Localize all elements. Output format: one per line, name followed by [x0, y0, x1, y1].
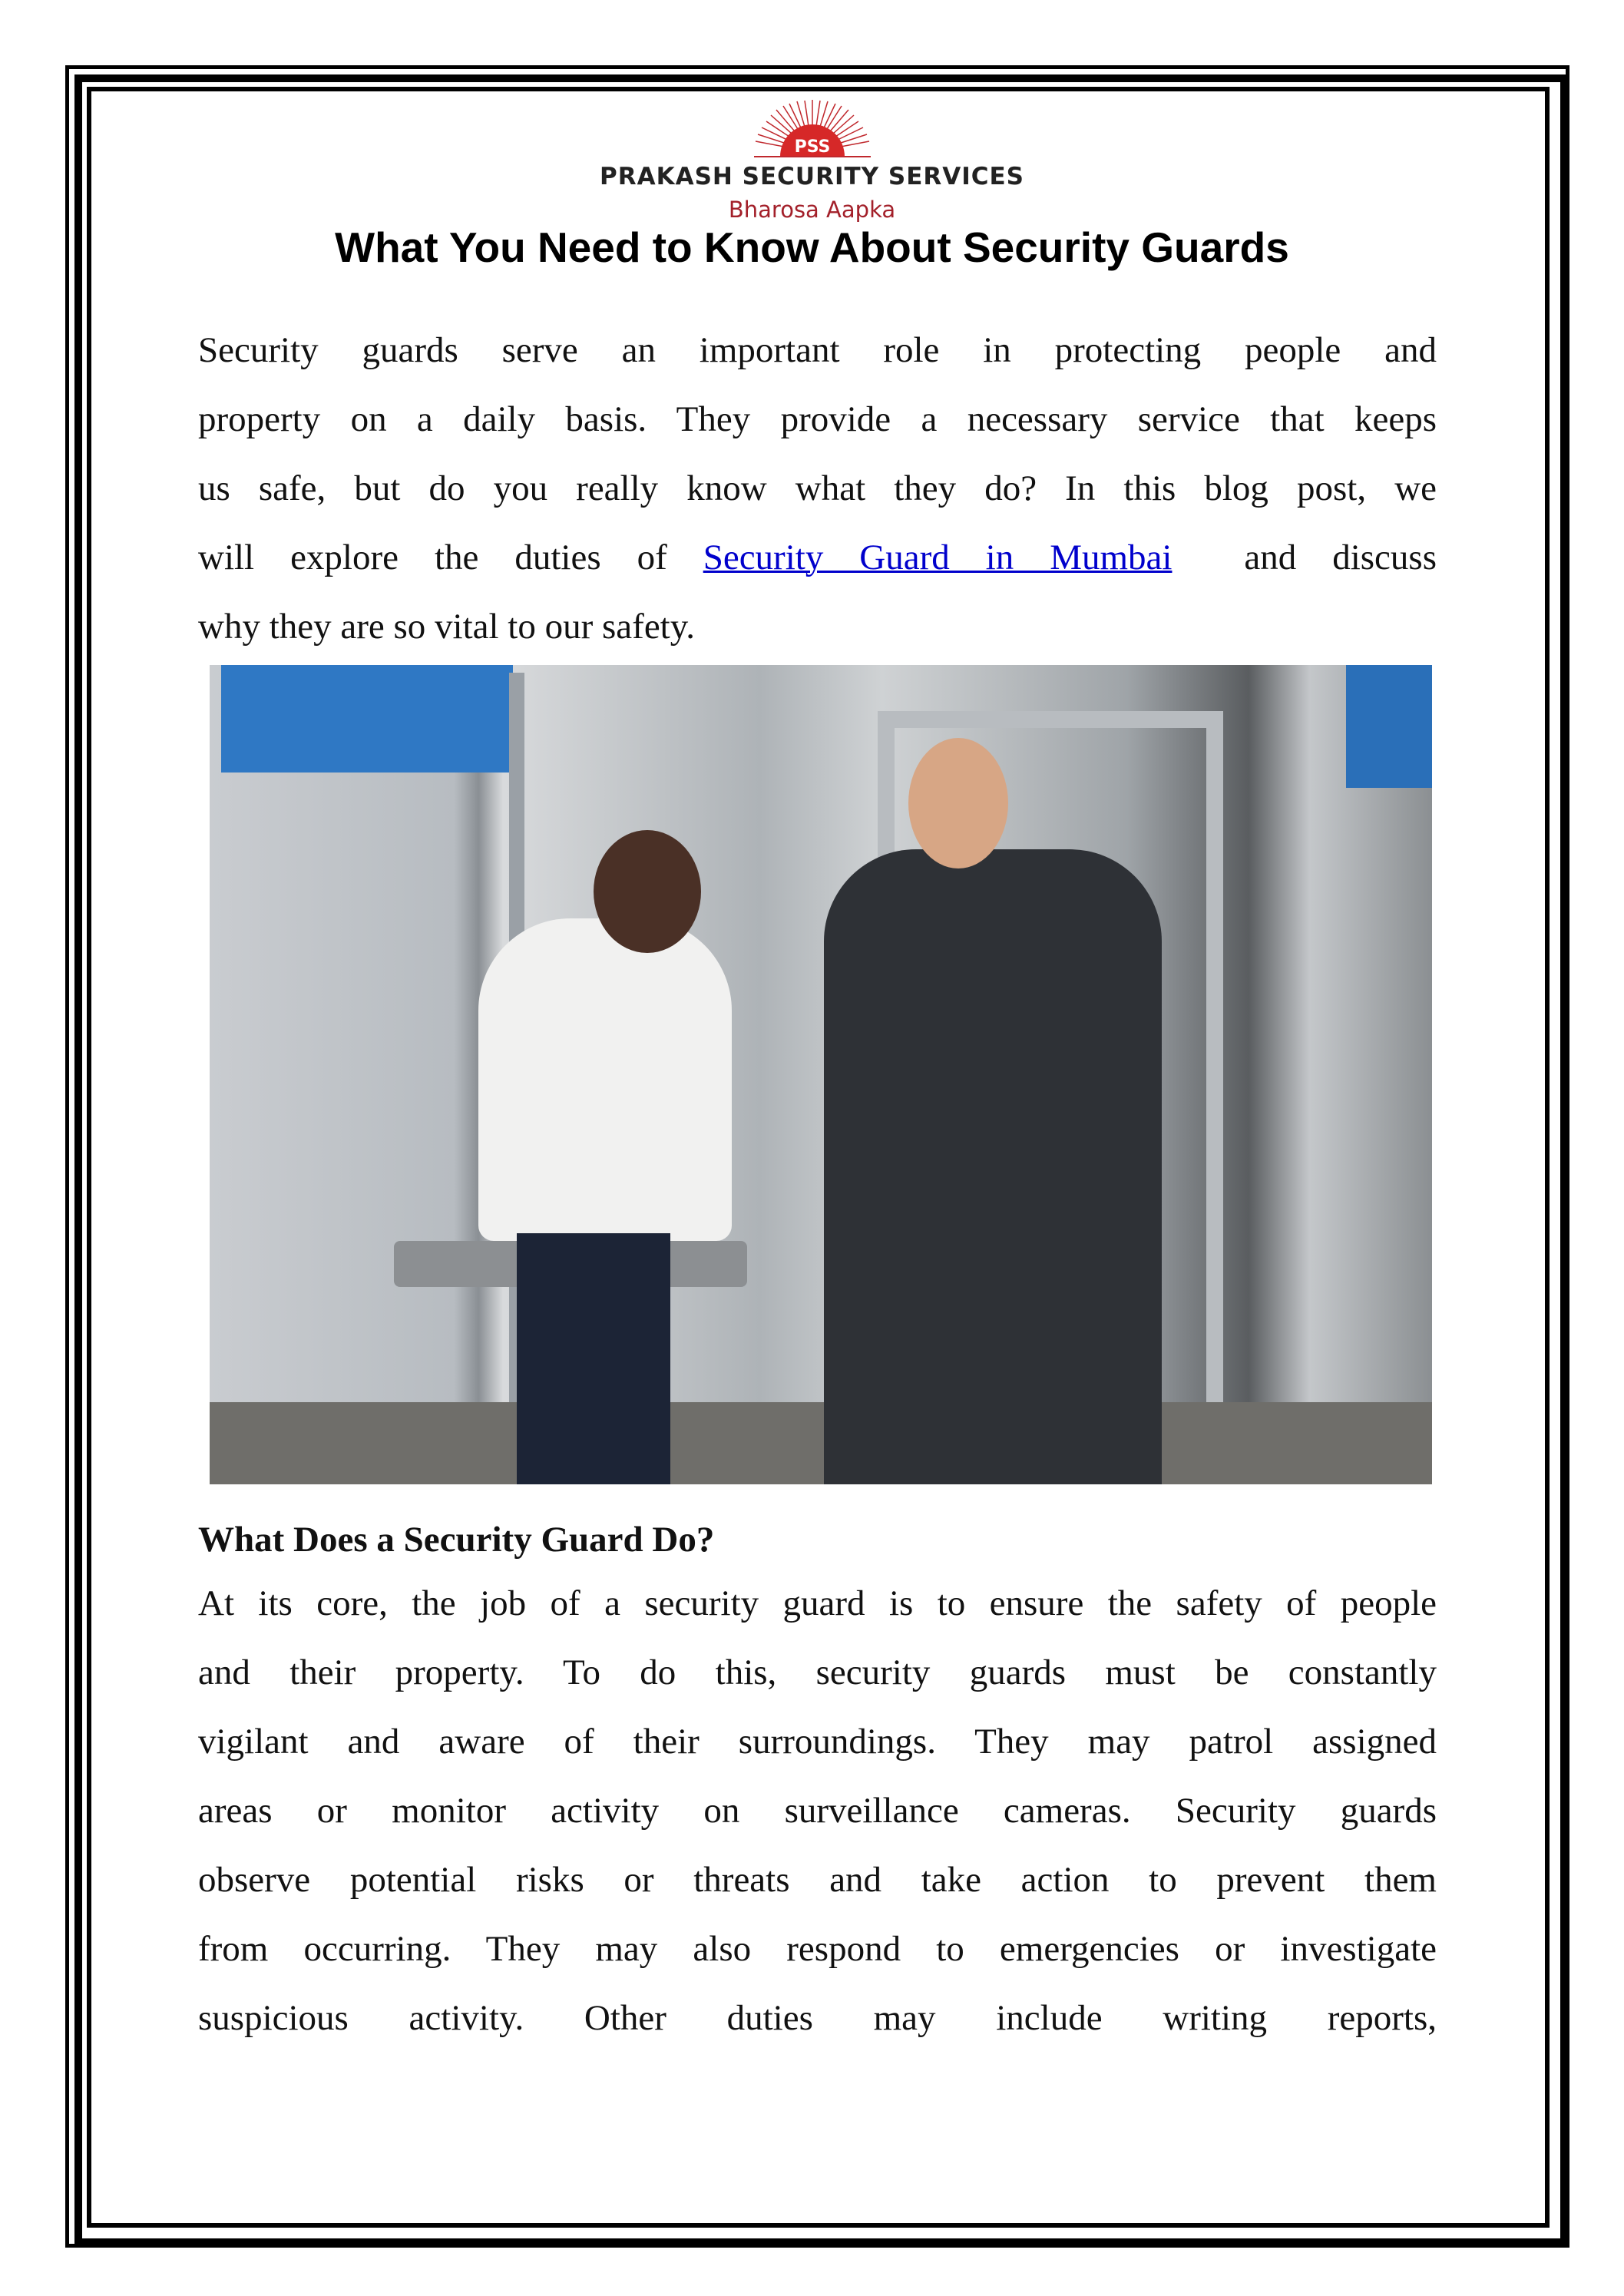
page-title: What You Need to Know About Security Guards [335, 223, 1289, 271]
section-line: vigilant and aware of their surroundings. They may patrol assigned [198, 1722, 1437, 1762]
company-name: PRAKASH SECURITY SERVICES [599, 163, 1025, 190]
guard-shirt [478, 918, 732, 1241]
airport-sign [221, 665, 513, 773]
intro-line: Security guards serve an important role in protecting people and [198, 330, 1437, 370]
airport-sign [1346, 665, 1432, 788]
svg-text:PSS: PSS [794, 137, 831, 157]
section-line: suspicious activity. Other duties may include writing reports, [198, 1998, 1437, 2038]
section-line: observe potential risks or threats and take action to prevent them [198, 1860, 1437, 1900]
section-paragraph [198, 1569, 1437, 2053]
section-line: and their property. To do this, security guards must be constantly [198, 1653, 1437, 1692]
guard-head [594, 830, 701, 953]
pss-logo-emblem [751, 98, 874, 158]
intro-line: why they are so vital to our safety. [198, 607, 695, 647]
company-tagline: Bharosa Aapka [728, 197, 896, 223]
intro-line: property on a daily basis. They provide a necessary service that keeps [198, 399, 1437, 439]
section-line: At its core, the job of a security guard is to ensure the safety of people [198, 1583, 1437, 1623]
intro-text: will explore the duties of [198, 538, 667, 577]
man-in-suit [824, 849, 1162, 1484]
section-heading: What Does a Security Guard Do? [198, 1520, 715, 1560]
security-guard-mumbai-link[interactable]: Security Guard in Mumbai [703, 538, 1173, 577]
guard-trousers [517, 1233, 670, 1484]
section-line: from occurring. They may also respond to emergencies or investigate [198, 1929, 1437, 1969]
intro-line: us safe, but do you really know what they do? In this blog post, we [198, 468, 1437, 508]
security-guard-photo [210, 665, 1432, 1484]
section-line: areas or monitor activity on surveillance cameras. Security guards [198, 1791, 1437, 1831]
man-head [908, 738, 1008, 868]
intro-text: and discuss [1244, 538, 1437, 577]
intro-paragraph [198, 316, 1437, 661]
intro-line [198, 523, 1437, 592]
floor [210, 1402, 1432, 1484]
